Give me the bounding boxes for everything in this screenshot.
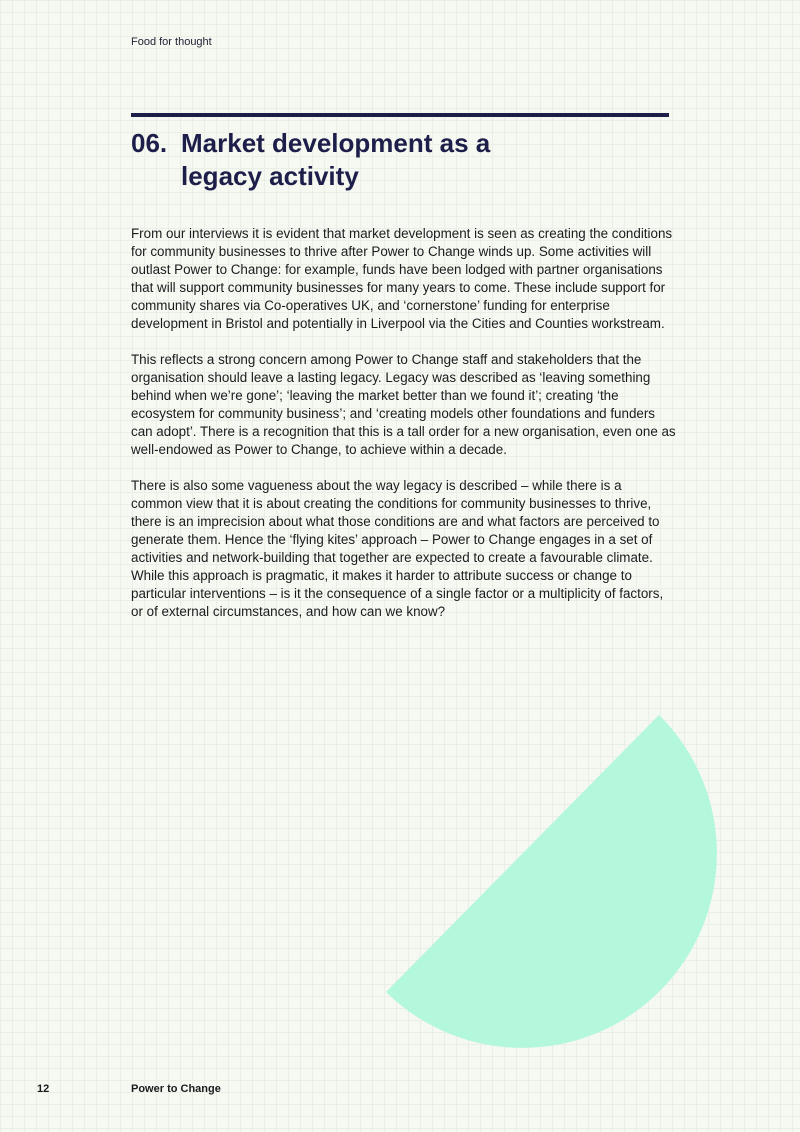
- paragraph-3: There is also some vagueness about the way legacy is described – while there is a common view that it is about creating the conditions for community businesses to thrive, there is an imprecision about what those conditions are and what factors are perceived to generate them. Hence the ‘flying kites’ approach – Power to Change engages in a set of activities and network-building that together are expected to create a favourable climate. While this approach is pragmatic, it makes it harder to attribute success or change to particular interventions – is it the consequence of a single factor or a multiplicity of factors, or of external circumstances, and how can we know?: [131, 478, 664, 619]
- half-circle-shape: [386, 715, 717, 1048]
- page-number: 12: [37, 1083, 50, 1095]
- running-header: Food for thought: [131, 36, 212, 48]
- section-number: 06.: [131, 128, 168, 158]
- paragraph-1: From our interviews it is evident that market development is seen as creating the conditions for community businesses to thrive after Power to Change winds up. Some activities will outlast Power to Change: for example, funds have been lodged with partner organisations that will support community businesses for many years to come. These include support for community shares via Co-operatives UK, and ‘cornerstone’ funding for enterprise development in Bristol and potentially in Liverpool via the Cities and Counties workstream.: [131, 226, 673, 331]
- paragraph-2: This reflects a strong concern among Power to Change staff and stakeholders that the organisation should leave a lasting legacy. Legacy was described as ‘leaving something behind when we’re gone’; ‘leaving the market better than we found it’; creating ‘the ecosystem for community business’; and ‘creating models other foundations and funders can adopt’. There is a recognition that this is a tall order for a new organisation, even one as well-endowed as Power to Change, to achieve within a decade.: [131, 352, 676, 457]
- section-title-line-1: Market development as a: [181, 128, 491, 158]
- footer-brand: Power to Change: [131, 1083, 221, 1095]
- section-title-line-2: legacy activity: [181, 161, 359, 191]
